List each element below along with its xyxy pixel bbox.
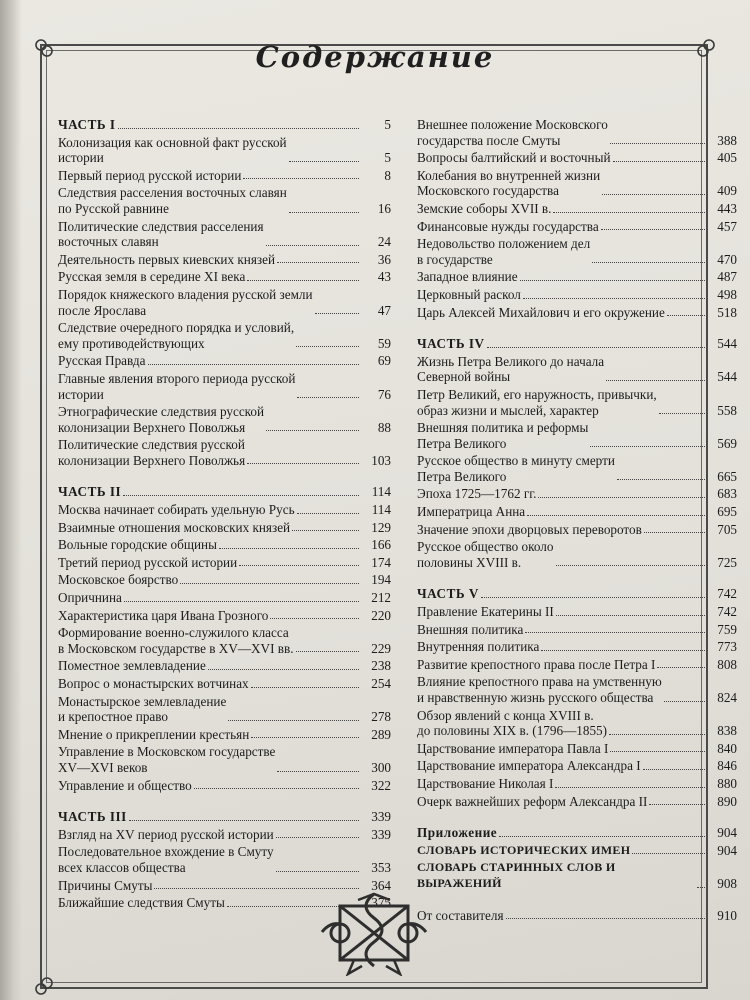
toc-entry[interactable] — [58, 625, 391, 656]
toc-page-number: 880 — [717, 775, 737, 791]
toc-page-number: 212 — [371, 590, 391, 606]
toc-page-number: 665 — [717, 468, 737, 484]
toc-entry[interactable] — [58, 827, 391, 843]
toc-entry[interactable] — [58, 287, 391, 318]
toc-entry[interactable] — [58, 185, 391, 216]
toc-entry-title: Петр Великий, его наружность, привычки, образ жизни и мыслей, характер — [417, 386, 657, 418]
toc-page-number: 470 — [717, 251, 737, 267]
dot-leader — [266, 245, 359, 246]
toc-page-number: 725 — [717, 554, 737, 570]
toc-entry[interactable] — [417, 236, 737, 267]
section-gap — [417, 322, 737, 336]
dot-leader — [644, 532, 705, 533]
dot-leader — [266, 430, 359, 431]
toc-entry-title: Мнение о прикреплении крестьян — [58, 726, 250, 742]
toc-entry[interactable] — [417, 269, 737, 285]
toc-part-heading[interactable] — [417, 825, 737, 841]
dot-leader — [247, 280, 359, 281]
toc-entry[interactable] — [417, 287, 737, 303]
toc-entry[interactable] — [417, 708, 737, 739]
dot-leader — [613, 161, 706, 162]
toc-entry-title: Политические следствия расселения восточных славян — [58, 218, 264, 250]
toc-entry[interactable] — [58, 219, 391, 250]
toc-entry-title: Опричнина — [58, 590, 122, 606]
toc-entry[interactable] — [58, 727, 391, 743]
toc-page-number: 846 — [717, 758, 737, 774]
dot-leader — [251, 737, 359, 738]
toc-entry[interactable] — [58, 404, 391, 435]
toc-entry[interactable] — [417, 604, 737, 620]
toc-entry-title: Внутренняя политика — [417, 639, 540, 655]
toc-part-heading[interactable] — [58, 484, 391, 500]
dot-leader — [487, 347, 705, 348]
toc-page-number: 5 — [384, 150, 391, 166]
dot-leader — [556, 615, 705, 616]
dot-leader — [592, 262, 705, 263]
toc-page-number: 59 — [377, 335, 391, 351]
toc-entry-title: Взгляд на XV период русской истории — [58, 826, 274, 842]
toc-page-number: 16 — [377, 200, 391, 216]
toc-entry[interactable] — [417, 420, 737, 451]
toc-page-number: 24 — [377, 234, 391, 250]
dot-leader — [556, 565, 706, 566]
toc-page-number: 174 — [371, 554, 391, 570]
toc-page-number: 904 — [717, 825, 737, 841]
toc-entry[interactable] — [417, 639, 737, 655]
toc-entry-title: Политические следствия русской колонизации Верхнего Поволжья — [58, 437, 246, 468]
dot-leader — [606, 380, 705, 381]
toc-page-number: 88 — [377, 419, 391, 435]
toc-page-number: 254 — [371, 676, 391, 691]
toc-page-number: 910 — [717, 907, 737, 923]
dot-leader — [194, 788, 359, 789]
toc-page-number: 840 — [717, 740, 737, 756]
celtic-knot-ornament-icon — [318, 892, 430, 976]
toc-entry[interactable] — [58, 320, 391, 351]
toc-page-number: 558 — [717, 402, 737, 418]
toc-entry-title: Главные явления второго периода русской истории — [58, 370, 296, 402]
toc-page-number: 339 — [371, 826, 391, 842]
toc-entry-title: Колонизация как основной факт русской истории — [58, 134, 287, 166]
dot-leader — [251, 687, 359, 688]
dot-leader — [270, 618, 359, 619]
dot-leader — [148, 364, 360, 365]
toc-entry[interactable] — [58, 537, 391, 553]
toc-entry-title: Финансовые нужды государства — [417, 218, 599, 234]
toc-entry-title: Деятельность первых киевских князей — [58, 251, 276, 267]
toc-page-number: 742 — [717, 604, 737, 620]
toc-entry[interactable] — [417, 622, 737, 638]
dot-leader — [239, 565, 359, 566]
toc-entry-title: От составителя — [417, 907, 504, 923]
toc-part-heading[interactable] — [417, 586, 737, 602]
toc-entry[interactable] — [417, 843, 737, 859]
toc-entry-title: ЧАСТЬ III — [58, 809, 127, 825]
toc-page-number: 773 — [717, 639, 737, 655]
toc-entry-title: Русская земля в середине XI века — [58, 269, 246, 285]
toc-page-number: 238 — [371, 658, 391, 674]
toc-page-number: 194 — [371, 572, 391, 588]
toc-entry-title: Управление в Московском государстве XV—XVI веков — [58, 744, 276, 775]
toc-entry[interactable] — [417, 486, 737, 502]
toc-entry[interactable] — [417, 908, 737, 924]
dot-leader — [541, 650, 705, 651]
toc-page-number: 114 — [371, 502, 391, 518]
dot-leader — [118, 128, 359, 129]
toc-entry[interactable] — [58, 252, 391, 268]
toc-page-number: 129 — [371, 519, 391, 535]
toc-entry-title: Внешнее положение Московского государства после Смуты — [417, 117, 608, 148]
toc-entry[interactable] — [58, 572, 391, 588]
toc-entry[interactable] — [417, 354, 737, 385]
toc-entry-title: ЧАСТЬ I — [58, 117, 116, 132]
dot-leader — [276, 871, 359, 872]
toc-entry-title: Порядок княжеского владения русской земли после Ярослава — [58, 286, 313, 318]
corner-ornament-icon — [33, 975, 55, 997]
toc-page-number: 443 — [717, 200, 737, 216]
dot-leader — [610, 751, 705, 752]
toc-entry-title: Формирование военно-служилого класса в Московском государстве в XV—XVI вв. — [58, 625, 294, 656]
toc-entry[interactable] — [417, 539, 737, 570]
toc-entry-title: Церковный раскол — [417, 286, 521, 302]
toc-entry[interactable] — [417, 776, 737, 792]
toc-entry[interactable] — [58, 778, 391, 794]
dot-leader — [180, 583, 359, 584]
toc-page-number: 759 — [717, 621, 737, 637]
toc-page-number: 808 — [717, 656, 737, 672]
toc-entry[interactable] — [417, 504, 737, 520]
toc-entry-title: Царствование императора Павла I — [417, 740, 609, 756]
toc-page-number: 36 — [377, 251, 391, 267]
toc-page-number: 569 — [717, 435, 737, 451]
toc-entry-title: Следствие очередного порядка и условий, ему противодействующих — [58, 320, 295, 351]
toc-entry-title: Последовательное вхождение в Смуту всех классов общества — [58, 844, 274, 875]
dot-leader — [289, 161, 359, 162]
toc-page-number: 353 — [371, 859, 391, 875]
toc-entry[interactable] — [58, 353, 391, 369]
dot-leader — [610, 143, 705, 144]
dot-leader — [538, 497, 705, 498]
toc-left-column — [58, 117, 391, 913]
toc-entry-title: СЛОВАРЬ ИСТОРИЧЕСКИХ ИМЕН — [417, 842, 631, 857]
dot-leader — [247, 463, 359, 464]
toc-page-number: 890 — [717, 793, 737, 809]
toc-entry-title: Недовольство положением дел в государстве — [417, 236, 591, 267]
toc-entry-title: Третий период русской истории — [58, 554, 238, 570]
toc-entry[interactable] — [58, 437, 391, 468]
dot-leader — [632, 853, 705, 854]
dot-leader — [697, 887, 705, 888]
dot-leader — [499, 836, 705, 837]
toc-entry-title: Москва начинает собирать удельную Русь — [58, 502, 295, 518]
toc-entry[interactable] — [417, 794, 737, 810]
toc-page-number: 518 — [717, 304, 737, 320]
toc-entry-title: ЧАСТЬ II — [58, 484, 122, 500]
toc-entry[interactable] — [58, 555, 391, 571]
toc-entry[interactable] — [417, 453, 737, 484]
toc-entry-title: Монастырское землевладение и крепостное право — [58, 693, 227, 725]
toc-entry[interactable] — [417, 758, 737, 774]
toc-page-number: 5 — [384, 117, 391, 132]
dot-leader — [289, 212, 359, 213]
dot-leader — [667, 315, 705, 316]
dot-leader — [523, 298, 705, 299]
toc-part-heading[interactable] — [417, 336, 737, 352]
dot-leader — [297, 397, 359, 398]
toc-entry-title: Царь Алексей Михайлович и его окружение — [417, 304, 665, 320]
dot-leader — [296, 346, 359, 347]
toc-entry-title: Влияние крепостного права на умственную и нравственную жизнь русского общества — [417, 674, 662, 705]
toc-entry-title: Поместное землевладение — [58, 658, 206, 674]
toc-entry[interactable] — [417, 117, 737, 148]
dot-leader — [228, 720, 359, 721]
dot-leader — [129, 820, 359, 821]
toc-entry[interactable] — [58, 590, 391, 606]
dot-leader — [602, 194, 705, 195]
toc-page-number: 364 — [371, 877, 391, 893]
toc-entry-title: Русская Правда — [58, 353, 146, 369]
dot-leader — [657, 667, 705, 668]
dot-leader — [643, 769, 705, 770]
toc-entry-title: Царствование Николая I — [417, 775, 554, 791]
toc-page-number: 114 — [371, 484, 391, 500]
dot-leader — [276, 837, 359, 838]
dot-leader — [601, 229, 705, 230]
toc-page-number: 498 — [717, 286, 737, 302]
toc-entry-title: Царствование императора Александра I — [417, 758, 641, 774]
toc-entry-title: Московское боярство — [58, 572, 179, 588]
dot-leader — [154, 888, 359, 889]
dot-leader — [208, 669, 359, 670]
toc-page-number: 457 — [717, 218, 737, 234]
section-gap — [417, 894, 737, 908]
toc-entry-title: Императрица Анна — [417, 504, 526, 520]
section-gap — [417, 572, 737, 586]
toc-entry[interactable] — [58, 269, 391, 285]
toc-part-heading[interactable] — [58, 117, 391, 133]
toc-entry[interactable] — [58, 502, 391, 518]
toc-entry[interactable] — [417, 657, 737, 673]
page-gutter-shadow — [0, 0, 22, 1000]
toc-entry[interactable] — [417, 674, 737, 705]
toc-page-number: 229 — [371, 640, 391, 656]
dot-leader — [649, 804, 705, 805]
toc-entry[interactable] — [58, 844, 391, 875]
toc-page-number: 904 — [717, 842, 737, 858]
toc-page-number: 76 — [377, 386, 391, 402]
toc-entry[interactable] — [417, 522, 737, 538]
toc-entry[interactable] — [417, 219, 737, 235]
toc-page-number: 375 — [371, 895, 391, 911]
toc-entry[interactable] — [417, 387, 737, 418]
dot-leader — [553, 212, 705, 213]
dot-leader — [520, 280, 705, 281]
toc-right-column — [417, 117, 737, 925]
section-gap — [417, 811, 737, 825]
toc-entry-title: Управление и общество — [58, 777, 192, 793]
toc-entry[interactable] — [58, 658, 391, 674]
toc-page-number: 405 — [717, 150, 737, 166]
toc-page-number: 544 — [717, 336, 737, 352]
toc-entry-title: Жизнь Петра Великого до начала Северной войны — [417, 353, 605, 385]
dot-leader — [506, 918, 705, 919]
toc-page-number: 220 — [371, 607, 391, 623]
toc-page-number: 166 — [371, 537, 391, 553]
toc-entry-title: Причины Смуты — [58, 877, 153, 893]
dot-leader — [664, 701, 705, 702]
toc-entry[interactable] — [417, 150, 737, 166]
toc-entry-title: ЧАСТЬ V — [417, 586, 479, 602]
toc-entry-title: Характеристика царя Ивана Грозного — [58, 607, 269, 623]
toc-page-number: 300 — [371, 759, 391, 775]
toc-page-number: 908 — [717, 875, 737, 891]
toc-entry-title: Взаимные отношения московских князей — [58, 519, 291, 535]
toc-page-number: 742 — [717, 586, 737, 602]
toc-page-number: 289 — [371, 726, 391, 742]
section-gap — [58, 795, 391, 809]
toc-entry-title: Следствия расселения восточных славян по Русской равнине — [58, 185, 287, 216]
toc-entry[interactable] — [58, 676, 391, 692]
dot-leader — [124, 601, 359, 602]
dot-leader — [292, 530, 359, 531]
toc-page-number: 388 — [717, 132, 737, 148]
toc-entry-title: Ближайшие следствия Смуты — [58, 895, 225, 911]
toc-entry-title: Очерк важнейших реформ Александра II — [417, 793, 648, 809]
toc-entry[interactable] — [58, 878, 391, 894]
toc-page-number: 409 — [717, 183, 737, 199]
toc-page-number: 69 — [377, 353, 391, 369]
dot-leader — [527, 515, 705, 516]
toc-entry-title: СЛОВАРЬ СТАРИННЫХ СЛОВ И ВЫРАЖЕНИЙ — [417, 860, 616, 890]
toc-entry-title: Внешняя политика — [417, 621, 524, 637]
dot-leader — [659, 413, 705, 414]
dot-leader — [123, 495, 359, 496]
toc-entry-title: Приложение — [417, 825, 498, 841]
toc-entry-title: Вопросы балтийский и восточный — [417, 150, 611, 166]
toc-entry-title: Первый период русской истории — [58, 167, 242, 183]
dot-leader — [590, 446, 705, 447]
toc-page-number: 278 — [371, 709, 391, 725]
toc-entry-title: Земские соборы XVII в. — [417, 200, 552, 216]
toc-part-heading[interactable] — [58, 809, 391, 825]
toc-page-number: 544 — [717, 369, 737, 385]
toc-entry[interactable] — [58, 135, 391, 166]
toc-page-number: 705 — [717, 521, 737, 537]
dot-leader — [555, 787, 705, 788]
dot-leader — [296, 651, 359, 652]
toc-page-number: 695 — [717, 504, 737, 520]
dot-leader — [315, 313, 359, 314]
dot-leader — [525, 632, 705, 633]
toc-entry-title: Колебания во внутренней жизни Московского государства — [417, 167, 601, 199]
toc-entry-title: Эпоха 1725—1762 гг. — [417, 486, 537, 502]
dot-leader — [617, 479, 705, 480]
toc-entry-title: Западное влияние — [417, 269, 518, 285]
toc-entry-title: Развитие крепостного права после Петра I — [417, 656, 656, 672]
toc-entry-title: Правление Екатерины II — [417, 604, 554, 620]
toc-entry[interactable] — [58, 520, 391, 536]
toc-entry-title: Русское общество около половины XVIII в. — [417, 539, 554, 570]
toc-page-number: 43 — [377, 269, 391, 285]
toc-entry[interactable] — [58, 371, 391, 402]
toc-entry-title: Этнографические следствия русской колонизации Верхнего Поволжья — [58, 404, 265, 435]
dot-leader — [277, 771, 359, 772]
toc-page-number: 838 — [717, 723, 737, 739]
dot-leader — [297, 513, 359, 514]
section-gap — [58, 470, 391, 484]
dot-leader — [243, 178, 359, 179]
toc-entry[interactable] — [417, 860, 737, 891]
toc-entry-title: Русское общество в минуту смерти Петра Великого — [417, 453, 615, 484]
dot-leader — [219, 548, 359, 549]
toc-entry[interactable] — [417, 305, 737, 321]
dot-leader — [481, 597, 705, 598]
toc-page-number: 322 — [371, 777, 391, 793]
page-title: Содержание — [255, 40, 495, 74]
toc-entry-title: ЧАСТЬ IV — [417, 336, 485, 352]
toc-entry[interactable] — [58, 744, 391, 775]
toc-entry-title: Внешняя политика и реформы Петра Великого — [417, 420, 589, 451]
toc-entry[interactable] — [417, 741, 737, 757]
toc-entry[interactable] — [58, 694, 391, 725]
dot-leader — [609, 734, 705, 735]
toc-page-number: 47 — [377, 302, 391, 318]
toc-page-number: 103 — [371, 452, 391, 468]
toc-entry[interactable] — [58, 168, 391, 184]
toc-page-number: 487 — [717, 269, 737, 285]
toc-entry[interactable] — [58, 608, 391, 624]
toc-page-number: 683 — [717, 486, 737, 502]
toc-entry[interactable] — [417, 201, 737, 217]
toc-page-number: 339 — [371, 809, 391, 825]
toc-entry-title: Значение эпохи дворцовых переворотов — [417, 521, 642, 537]
toc-entry[interactable] — [417, 168, 737, 199]
dot-leader — [277, 262, 359, 263]
toc-page-number: 8 — [384, 167, 391, 183]
toc-entry-title: Обзор явлений с конца XVIII в. до половины XIX в. (1796—1855) — [417, 707, 608, 739]
toc-entry-title: Вопрос о монастырских вотчинах — [58, 676, 249, 691]
toc-entry-title: Вольные городские общины — [58, 537, 217, 553]
toc-page-number: 824 — [717, 690, 737, 705]
